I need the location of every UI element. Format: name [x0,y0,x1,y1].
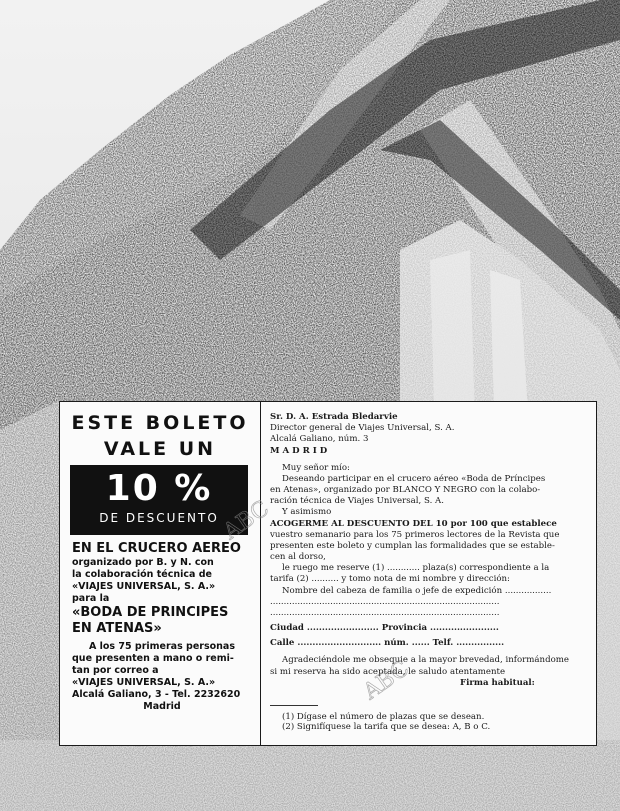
signature-label: Firma habitual: [460,677,535,688]
paragraph-line: en Atenas», organizado por BLANCO Y NEGRO con la colabo- [270,485,541,496]
footnote-divider [270,705,318,706]
name-field[interactable]: Nombre del cabeza de familia o jefe de expedición ................. [282,585,552,596]
paragraph-line: ración técnica de Viajes Universal, S. A. [270,496,444,507]
name-field-continued[interactable]: .................................................................................... [270,596,500,607]
greeting: Muy señor mío: [282,462,350,473]
coupon-small-line: que presenten a mano o remi- [72,653,234,665]
coupon-small-line: A los 75 primeras personas [88,641,235,653]
address-line: Alcalá Galiano, núm. 3 [270,434,369,445]
coupon-text-line: organizado por B. y N. con [72,557,214,569]
coupon-headline: ESTE BOLETO [71,412,249,434]
paragraph-line: Y asimismo [282,507,332,518]
address-line: M A D R I D [270,445,328,456]
footnote: (1) Dígase el número de plazas que se desean. [282,712,485,722]
abc-watermark: ABC [219,496,274,545]
coupon-text-line: EN ATENAS» [72,621,162,636]
coupon-text-line: la colaboración técnica de [72,569,212,581]
paragraph-line: tarifa (2) .......... y tomo nota de mi nombre y dirección: [270,574,510,585]
discount-coupon [59,401,597,746]
closing-line: si mi reserva ha sido aceptada, le saludo atentamente [270,666,506,677]
coupon-text-line: para la [72,592,110,604]
street-phone-field[interactable]: Calle ............................ núm. ...... Telf. ................ [270,638,505,649]
coupon-text-line: «BODA DE PRINCIPES [72,604,229,620]
coupon-text-line: «VIAJES UNIVERSAL, S. A.» [72,581,216,592]
footnote: (2) Signifíquese la tarifa que se desea: A, B o C. [282,722,491,732]
coupon-small-line: Madrid [143,700,181,712]
coupon-headline-2: VALE UN [103,438,217,460]
discount-label: DE DESCUENTO [99,511,219,525]
reservation-form [270,412,590,732]
coupon-small-line: Alcalá Galiano, 3 - Tel. 2232620 [72,688,241,700]
city-province-field[interactable]: Ciudad ........................ Provincia ....................... [270,623,499,634]
address-line: Sr. D. A. Estrada Bledarvie [270,412,398,422]
coupon-left-panel [60,402,261,745]
paragraph-line: ACOGERME AL DESCUENTO DEL 10 por 100 que establece [270,518,557,529]
paragraph-line: Deseando participar en el crucero aéreo «Boda de Príncipes [282,473,546,484]
coupon-small-line: «VIAJES UNIVERSAL, S. A.» [72,676,216,688]
coupon-text-line: EN EL CRUCERO AEREO [72,541,241,556]
paragraph-line: le ruego me reserve (1) ............ plaza(s) correspondiente a la [282,563,550,574]
paragraph-line: presenten este boleto y cumplan las formalidades que se estable- [270,540,555,551]
coupon-description [72,541,252,713]
closing-line: Agradeciéndole me obsequie a la mayor brevedad, informándome [282,655,569,666]
coupon-small-line: tan por correo a [72,665,159,676]
address-line: Director general de Viajes Universal, S. A. [270,423,455,434]
form-fields [270,586,590,650]
discount-box [70,465,248,535]
abc-watermark: ABC [359,656,414,705]
paragraph-line: cen al dorso, [270,552,326,563]
name-field-continued[interactable]: .................................................................................... [270,607,500,618]
paragraph-line: vuestro semanario para los 75 primeros lectores de la Revista que [270,529,560,540]
discount-percent: 10 % [105,468,213,509]
